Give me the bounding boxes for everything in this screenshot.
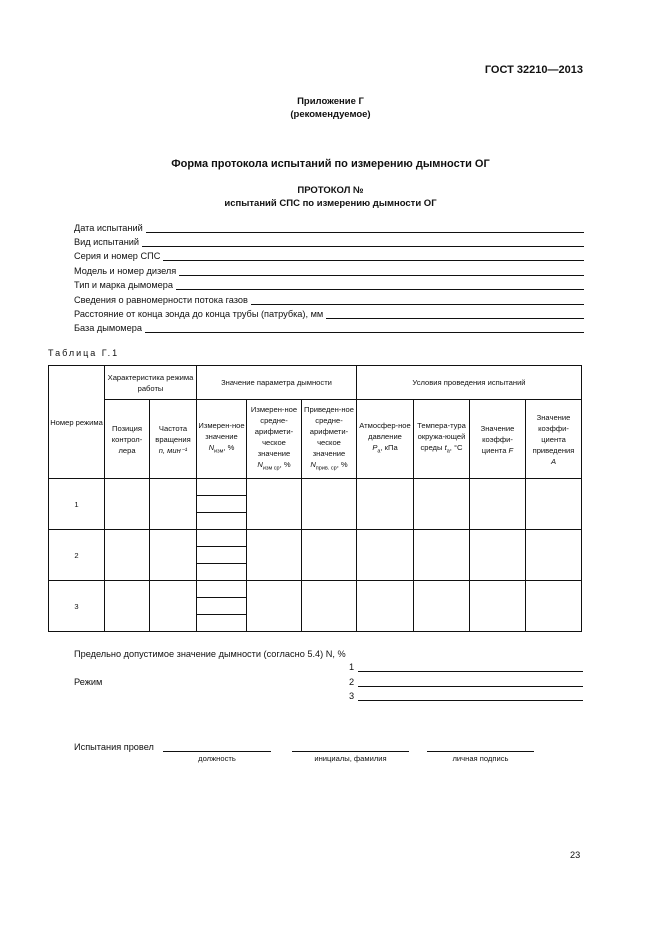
header-subscript: прив. ср <box>315 465 337 472</box>
fill-line[interactable] <box>145 323 584 333</box>
mode-number-label: 3 <box>349 691 355 701</box>
empty-cell[interactable] <box>470 479 526 530</box>
caption-initials-surname: инициалы, фамилия <box>314 754 387 763</box>
empty-cell[interactable] <box>470 530 526 581</box>
empty-cell[interactable] <box>302 479 357 530</box>
empty-cell[interactable] <box>357 581 414 632</box>
field-label: Дата испытаний <box>74 223 143 233</box>
page-number: 23 <box>570 850 581 860</box>
field-label: Тип и марка дымомера <box>74 280 174 290</box>
empty-cell[interactable] <box>526 581 582 632</box>
header-unit: , °C <box>449 443 463 453</box>
empty-cell[interactable] <box>150 479 197 530</box>
empty-cell[interactable] <box>470 581 526 632</box>
fill-line[interactable] <box>142 237 584 247</box>
field-test-date <box>74 220 584 233</box>
header-smoke-parameter: Значение параметра дымности <box>197 366 357 400</box>
empty-cell[interactable] <box>357 530 414 581</box>
field-label: Сведения о равномерности потока газов <box>74 295 248 305</box>
header-text: Частота вращения <box>155 423 191 444</box>
mode-number-cell: 3 <box>49 581 105 632</box>
table-row <box>49 479 582 530</box>
header-text: Атмосфер-ное давление <box>359 421 411 442</box>
header-symbol: N <box>257 459 263 469</box>
measured-subrows <box>197 479 246 529</box>
field-series-number <box>74 248 584 261</box>
measured-subcell[interactable] <box>197 598 246 615</box>
empty-cell[interactable] <box>302 581 357 632</box>
empty-cell[interactable] <box>105 530 150 581</box>
fill-line[interactable] <box>326 309 584 319</box>
field-label: Расстояние от конца зонда до конца трубы (патрубка), мм <box>74 309 324 319</box>
measured-values-cell <box>197 530 247 581</box>
measured-subcell[interactable] <box>197 581 246 598</box>
name-line[interactable] <box>292 750 409 752</box>
empty-cell[interactable] <box>247 479 302 530</box>
header-controller-position: Позиция контрол-лера <box>105 400 150 479</box>
measured-subcell[interactable] <box>197 479 246 496</box>
header-text: Измерен-ное средне-арифмети-ческое значение <box>250 404 298 458</box>
mode-line-1[interactable] <box>358 670 583 672</box>
measured-values-cell <box>197 581 247 632</box>
protocol-subtitle: испытаний СПС по измерению дымности ОГ <box>224 198 437 209</box>
header-measured-average <box>247 400 302 479</box>
fill-line[interactable] <box>163 251 584 261</box>
field-probe-distance <box>74 306 584 319</box>
header-symbol: N <box>310 459 316 469</box>
field-smokemeter-type <box>74 277 584 290</box>
mode-label: Режим <box>74 677 103 687</box>
table-g1 <box>48 365 582 632</box>
measured-subcell[interactable] <box>197 547 246 564</box>
header-symbol: t <box>444 443 447 453</box>
field-label: Серия и номер СПС <box>74 251 161 261</box>
header-subscript: изм <box>214 448 224 455</box>
header-unit: , кПа <box>380 443 398 453</box>
caption-signature: личная подпись <box>452 754 509 763</box>
header-ambient-temperature <box>414 400 470 479</box>
limit-value-text: Предельно допустимое значение дымности (согласно 5.4) N, % <box>74 649 346 659</box>
empty-cell[interactable] <box>247 581 302 632</box>
fill-line[interactable] <box>251 295 584 305</box>
position-line[interactable] <box>163 750 271 752</box>
header-atmospheric-pressure <box>357 400 414 479</box>
field-label: База дымомера <box>74 323 142 333</box>
header-text: Темпера-тура окружа-ющей среды <box>417 421 466 453</box>
mode-number-cell: 2 <box>49 530 105 581</box>
header-symbol: F <box>508 445 514 455</box>
header-symbol: N <box>208 443 215 453</box>
measured-subcell[interactable] <box>197 564 246 581</box>
header-subscript: a <box>377 448 381 455</box>
protocol-title: ПРОТОКОЛ № <box>297 185 364 196</box>
header-text: Значение коэффи-циента приведения <box>532 412 575 455</box>
mode-number-label: 2 <box>349 677 355 687</box>
empty-cell[interactable] <box>414 479 470 530</box>
empty-cell[interactable] <box>526 530 582 581</box>
mode-number-label: 1 <box>349 662 355 672</box>
field-gas-flow <box>74 292 584 305</box>
header-text: Приведен-ное средне-арифмети-ческое значение <box>304 404 354 458</box>
empty-cell[interactable] <box>526 479 582 530</box>
table-row <box>49 581 582 632</box>
measured-subcell[interactable] <box>197 615 246 632</box>
caption-position: должность <box>198 754 236 763</box>
header-test-conditions: Условия проведения испытаний <box>357 366 582 400</box>
header-mode-number: Номер режима <box>49 366 105 479</box>
table-caption: Таблица Г.1 <box>48 348 120 358</box>
header-rotation-frequency <box>150 400 197 479</box>
measured-subrows <box>197 581 246 631</box>
header-text: Измерен-ное значение <box>198 421 245 442</box>
measured-subrows <box>197 530 246 580</box>
empty-cell[interactable] <box>105 479 150 530</box>
header-unit: , % <box>336 459 348 469</box>
document-code: ГОСТ 32210—2013 <box>484 64 583 76</box>
empty-cell[interactable] <box>150 530 197 581</box>
field-smokemeter-base <box>74 320 584 333</box>
header-symbol: P <box>372 443 378 453</box>
measured-subcell[interactable] <box>197 513 246 530</box>
fill-line[interactable] <box>179 266 584 276</box>
measured-subcell[interactable] <box>197 530 246 547</box>
mode-line-3[interactable] <box>358 699 583 701</box>
header-unit: , % <box>223 443 235 453</box>
table-row <box>49 530 582 581</box>
fill-line[interactable] <box>176 280 584 290</box>
header-measured-value <box>197 400 247 479</box>
signature-label: Испытания провел <box>74 742 154 752</box>
appendix-title: Приложение Г <box>297 96 364 107</box>
header-mode-characteristics: Характеристика режима работы <box>105 366 197 400</box>
field-test-type <box>74 234 584 247</box>
empty-cell[interactable] <box>105 581 150 632</box>
appendix-note: (рекомендуемое) <box>290 109 371 120</box>
header-unit: , % <box>279 459 291 469</box>
field-diesel-model <box>74 263 584 276</box>
empty-cell[interactable] <box>414 530 470 581</box>
empty-cell[interactable] <box>302 530 357 581</box>
mode-number-cell: 1 <box>49 479 105 530</box>
empty-cell[interactable] <box>247 530 302 581</box>
header-reduced-average <box>302 400 357 479</box>
measured-subcell[interactable] <box>197 496 246 513</box>
empty-cell[interactable] <box>414 581 470 632</box>
empty-cell[interactable] <box>357 479 414 530</box>
header-symbol: n, мин⁻¹ <box>158 445 188 455</box>
header-subscript: изм ср <box>262 465 280 472</box>
signature-line[interactable] <box>427 750 534 752</box>
mode-line-2[interactable] <box>358 685 583 687</box>
fill-line[interactable] <box>146 223 584 233</box>
header-symbol: A <box>550 456 557 466</box>
field-label: Модель и номер дизеля <box>74 266 177 276</box>
header-subscript: a <box>446 448 450 455</box>
header-coefficient-a <box>526 400 582 479</box>
field-label: Вид испытаний <box>74 237 140 247</box>
measured-values-cell <box>197 479 247 530</box>
empty-cell[interactable] <box>150 581 197 632</box>
form-title: Форма протокола испытаний по измерению дымности ОГ <box>171 158 490 170</box>
header-coefficient-f <box>470 400 526 479</box>
header-text: Значение коэффи-циента <box>480 423 515 455</box>
